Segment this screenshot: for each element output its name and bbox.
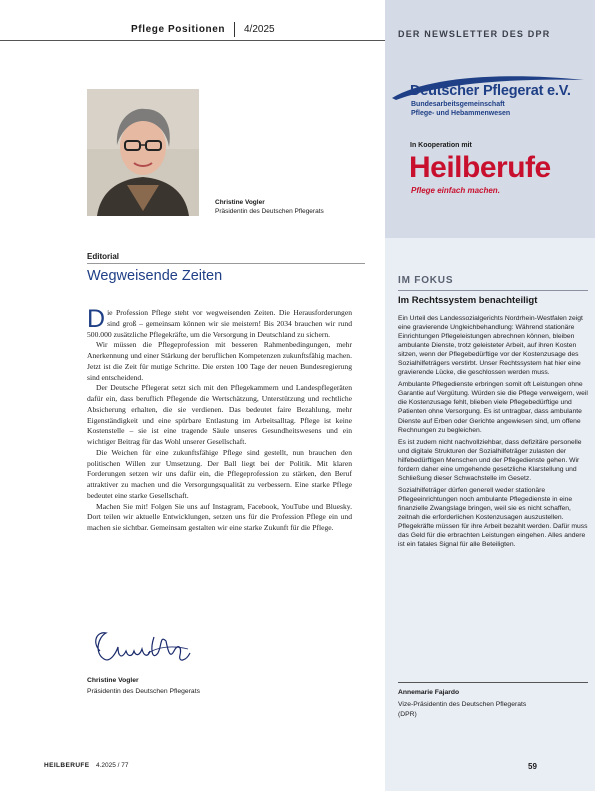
focus-section-label: IM FOKUS (398, 275, 454, 286)
article-paragraph: Machen Sie mit! Folgen Sie uns auf Instagram, Facebook, YouTube und Bluesky. Dort teilen wir aktuelle Entwicklungen, setzen uns für die Profession Pflege ein und machen sie sichtbar. Gemeinsam gestalten wir eine starke Zukunft für die Pflege. (87, 501, 352, 532)
section-label: Editorial (87, 252, 120, 261)
header-divider (234, 22, 235, 37)
publication-title: Pflege Positionen (131, 24, 226, 35)
handwritten-signature (88, 623, 200, 673)
signature-name: Christine Vogler (87, 677, 139, 684)
photo-caption-role: Präsidentin des Deutschen Pflegerats (215, 208, 324, 215)
focus-paragraph: Ein Urteil des Landessozialgerichts Nordrhein-Westfalen zeigt eine gravierende Ungleichbehandlung: Während stationäre Einrichtungen Pflegeleistungen abrechnen können, bleiben ambulante Dienste, trotz geleisteter Arbeit, auf ihren Kosten sitzen, wenn der Pflegebedürftige vor der Kostenzusage des Sozialhilfeträgers verstirbt. Unser Rechtssystem hat hier eine gravierende Lücke, die geschlossen werden muss. (398, 315, 583, 377)
dpr-logo-subtitle-2: Pflege- und Hebammenwesen (411, 110, 511, 117)
footer-issue: 4.2025 / 77 (96, 762, 129, 769)
focus-headline: Im Rechtssystem benachteiligt (398, 295, 538, 306)
photo-caption-name: Christine Vogler (215, 199, 265, 206)
dpr-logo-name: Deutscher Pflegerat e.V. (410, 83, 571, 99)
focus-rule (398, 290, 588, 291)
newsletter-label: DER NEWSLETTER DES DPR (398, 29, 551, 39)
header-rule (0, 40, 385, 41)
heilberufe-tagline: Pflege einfach machen. (411, 186, 500, 195)
focus-author-org: (DPR) (398, 711, 417, 718)
article-title: Wegweisende Zeiten (87, 268, 223, 284)
author-portrait (87, 89, 199, 216)
dpr-logo-subtitle-1: Bundesarbeitsgemeinschaft (411, 101, 505, 108)
focus-body (398, 314, 588, 552)
drop-cap: D (87, 305, 106, 333)
focus-author-rule (398, 682, 588, 683)
heilberufe-logo: Heilberufe (409, 151, 551, 184)
article-paragraph: Wir müssen die Pflegeprofession mit besseren Rahmenbedingungen, mehr Anerkennung und einer Stärkung der beruflichen Kompetenzen zukunftsfähig machen. Jetzt ist die Zeit für mutige Schritte. Die ersten 100 Tage der neuen Bundesregierung sind entscheidend. (87, 340, 352, 382)
section-rule (87, 263, 365, 264)
signature-role: Präsidentin des Deutschen Pflegerats (87, 688, 200, 695)
cooperation-label: In Kooperation mit (410, 142, 472, 149)
focus-author-role: Vize-Präsidentin des Deutschen Pflegerats (398, 701, 527, 708)
portrait-image (87, 89, 199, 216)
article-paragraph (87, 305, 352, 340)
article-body (87, 305, 352, 534)
focus-paragraph: Sozialhilfeträger dürfen generell weder stationäre Pflegeeinrichtungen noch ambulante Pflegedienste in eine finanzielle Zwangslage bringen, weil sie es nicht schaffen, zeitnah die erforderlichen Kostenzusagen auszustellen. Pflegekräfte müssen für ihre Arbeit bezahlt werden. Dafür muss das Geld für die erbrachten Leistungen eingehen. Alles andere ist ein fatales Signal für alle Beteiligten. (398, 486, 588, 549)
focus-author-name: Annemarie Fajardo (398, 689, 460, 696)
article-paragraph: Die Weichen für eine zukunftsfähige Pflege sind gestellt, nun brauchen den politischen Willen zur Umsetzung. Der Ball liegt bei der Politik. Mit klaren Forderungen setzen wir uns dafür ein, die Pflegeprofession zu stärken, den Beruf attraktiver zu machen und die Versorgungsqualität zu verbessern. Eine starke Pflege bedeutet eine starke Gesellschaft. (87, 447, 352, 500)
page-number: 59 (528, 762, 537, 771)
focus-paragraph: Ambulante Pflegedienste erbringen somit oft Leistungen ohne Garantie auf Vergütung. Würden sie die Pflege verweigern, weil die Kostenzusage fehlt, blieben viele Pflegebedürftige und Patienten ohne Versorgung. Es ist untragbar, dass ambulante Dienste auf Erben oder Gerichte angewiesen sind, um offene Rechnungen zu begleichen. (398, 381, 588, 434)
focus-paragraph: Es ist zudem nicht nachvollziehbar, dass defizitäre personelle und digitale Strukturen der Sozialhilfeträger zulasten der hilfebedürftigen Menschen und der Pflegedienste gehen. Wir fordern daher eine umgehende gesetzliche Klarstellung und Schließung dieser Schwachstelle im Gesetz. (398, 438, 582, 482)
footer-publication: HEILBERUFE (44, 762, 90, 769)
issue-number: 4/2025 (244, 24, 275, 35)
article-paragraph: Der Deutsche Pflegerat setzt sich mit den Pflegekammern und Landespflegeräten dafür ein, dass beruflich Pflegende die Wertschätzung, Unterstützung und rechtliche Absicherung erhalten, die sie verdienen. Das bedeutet faire Bezahlung, mehr Eigenständigkeit und eine spürbare Entlastung im Arbeitsalltag. Pflege ist keine Kostenstelle – sie ist eine tragende Säule unseres Gesundheitswesens und ein wichtiger Beitrag für das Wohl unserer Gesellschaft. (87, 383, 352, 446)
article-first-paragraph: ie Profession Pflege steht vor wegweisenden Zeiten. Die Herausforderungen sind groß – gemeinsam können wir sie meistern! Bis 2034 brauchen wir rund 500.000 zusätzliche Pflegekräfte, um die Versorgung in Deutschland zu sichern. (87, 308, 352, 339)
